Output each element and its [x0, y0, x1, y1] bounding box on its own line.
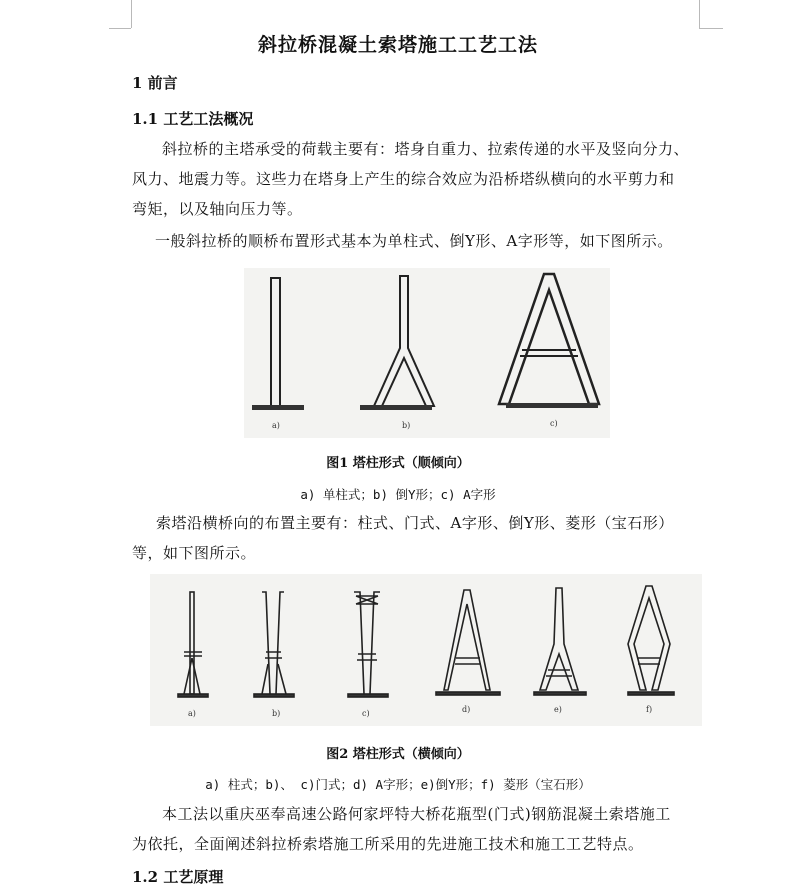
- figure-2-subcaption: a) 柱式；b)、 c)门式；d) A字形；e)倒Y形；f) 菱形（宝石形）: [205, 777, 591, 792]
- fig1-label: a): [272, 421, 280, 430]
- paragraph-line: 本工法以重庆巫奉高速公路何家坪特大桥花瓶型(门式)钢筋混凝土索塔施工: [162, 805, 671, 823]
- crop-mark-top-right: [699, 0, 700, 28]
- fig2-label: a): [188, 709, 196, 718]
- fig2-label: d): [462, 705, 471, 714]
- section-heading: 1 前言: [132, 74, 178, 92]
- figure-2-image: [150, 574, 702, 726]
- crop-mark-top-left: [111, 0, 132, 28]
- subsection-heading: 1.2 工艺原理: [132, 868, 224, 886]
- paragraph-line: 一般斜拉桥的顺桥布置形式基本为单柱式、倒Y形、A字形等，如下图所示。: [155, 232, 673, 250]
- figure-2-caption: 图2 塔柱形式（横倾向）: [326, 747, 470, 762]
- paragraph-line: 索塔沿横桥向的布置主要有：柱式、门式、A字形、倒Y形、菱形（宝石形）: [156, 514, 674, 532]
- crop-mark-top-right: [699, 28, 723, 29]
- fig1-label: c): [550, 419, 558, 428]
- subsection-heading: 1.1 工艺工法概况: [132, 110, 254, 128]
- crop-mark-top-left: [109, 28, 131, 29]
- fig2-label: f): [646, 705, 653, 714]
- paragraph-line: 为依托，全面阐述斜拉桥索塔施工所采用的先进施工技术和施工工艺特点。: [132, 835, 644, 853]
- figure-1-subcaption: a) 单柱式；b) 倒Y形；c) A字形: [300, 487, 496, 502]
- figure-1-image: [244, 268, 610, 438]
- paragraph-line: 弯矩，以及轴向压力等。: [132, 200, 303, 218]
- paragraph-line: 风力、地震力等。这些力在塔身上产生的综合效应为沿桥塔纵横向的水平剪力和: [132, 170, 675, 188]
- figure-1-caption: 图1 塔柱形式（顺倾向）: [326, 456, 470, 471]
- fig1-label: b): [402, 421, 411, 430]
- document-title: 斜拉桥混凝土索塔施工工艺工法: [257, 34, 538, 56]
- fig2-label: b): [272, 709, 281, 718]
- fig2-label: c): [362, 709, 370, 718]
- paragraph-line: 斜拉桥的主塔承受的荷载主要有：塔身自重力、拉索传递的水平及竖向分力、: [162, 140, 690, 158]
- fig2-label: e): [554, 705, 562, 714]
- paragraph-line: 等，如下图所示。: [132, 544, 257, 562]
